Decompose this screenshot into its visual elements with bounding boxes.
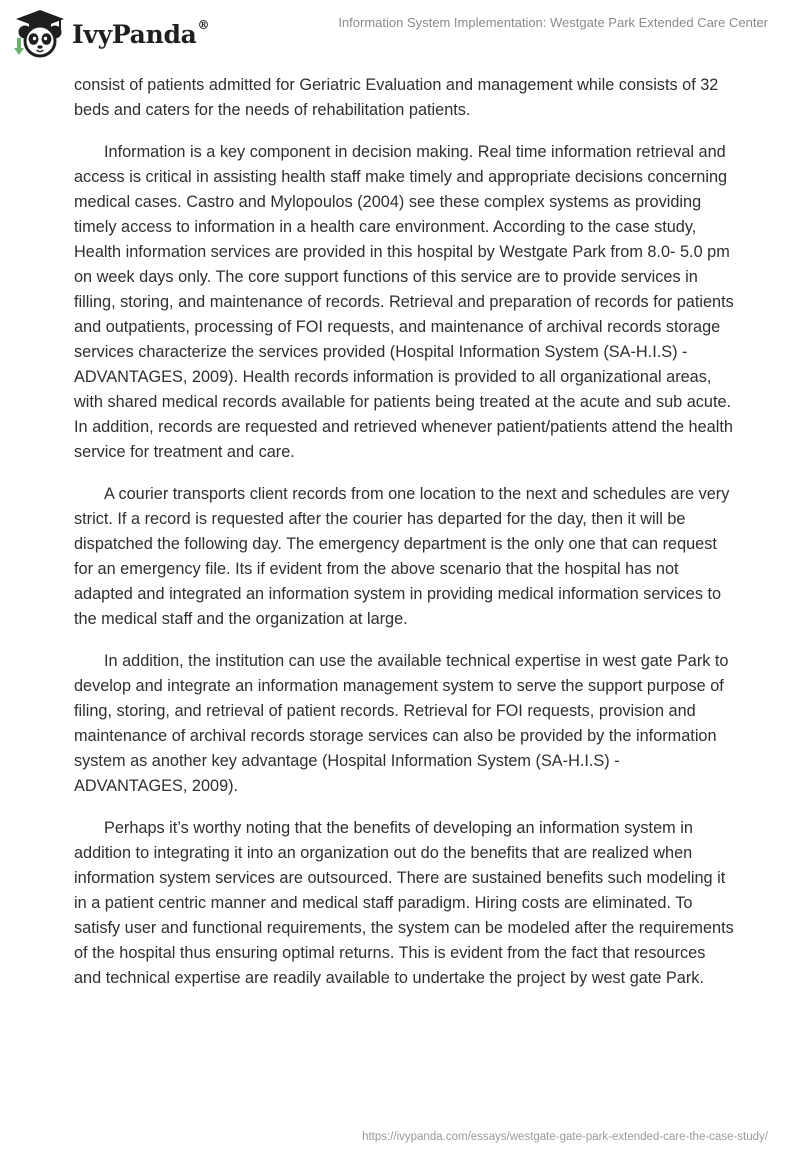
paragraph: consist of patients admitted for Geriatric Evaluation and management while consists of 32 beds and caters for the needs of rehabilitation patients. xyxy=(74,76,719,119)
page-header xyxy=(0,0,800,64)
ivypanda-logo[interactable] xyxy=(14,8,209,58)
brand-name xyxy=(72,20,209,49)
paragraph: Information is a key component in decision making. Real time information retrieval and access is critical in assisting health staff make timely and appropriate decisions concerning medical cases. Castro and Mylopoulos (2004) see these complex systems as providing timely access to information in a health care environment. According to the case study, Health information services are provided in this hospital by Westgate Park from 8.0- 5.0 pm on week days only. The core support functions of this service are to provide services in filling, storing, and maintenance of records. Retrieval and preparation of records for patients and outpatients, processing of FOI requests, and maintenance of archival records storage services characterize the services provided (Hospital Information System (SA-H.I.S) - ADVANTAGES, 2009). Health records information is provided to all organizational areas, with shared medical records available for patients being treated at the acute and sub acute. In addition, records are requested and retrieved whenever patient/patients attend the health service for treatment and care. xyxy=(74,143,734,461)
paragraph: Perhaps it’s worthy noting that the benefits of developing an information system in addition to integrating it into an organization out do the benefits that are realized when information system services are outsourced. There are sustained benefits such modeling it in a patient centric manner and medical staff paradigm. Hiring costs are eliminated. To satisfy user and functional requirements, the system can be modeled after the requirements of the hospital thus ensuring optimal returns. This is evident from the fact that resources and technical expertise are readily available to undertake the project by west gate Park. xyxy=(74,819,734,987)
essay-body xyxy=(74,73,734,1008)
source-url[interactable]: https://ivypanda.com/essays/westgate-gate-park-extended-care-the-case-study/ xyxy=(362,1131,768,1143)
panda-graduate-icon xyxy=(14,8,66,58)
registered-mark: ® xyxy=(197,18,210,33)
document-title: Information System Implementation: Westgate Park Extended Care Center xyxy=(338,15,768,30)
paragraph: A courier transports client records from one location to the next and schedules are very strict. If a record is requested after the courier has departed for the day, then it will be dispatched the following day. The emergency department is the only one that can request for an emergency file. Its if evident from the above scenario that the hospital has not adapted and integrated an information system in providing medical information services to the medical staff and the organization at large. xyxy=(74,485,730,628)
paragraph: In addition, the institution can use the available technical expertise in west gate Park to develop and integrate an information management system to serve the support purpose of filing, storing, and retrieval of patient records. Retrieval for FOI requests, provision and maintenance of archival records storage services can also be provided by the information system as another key advantage (Hospital Information System (SA-H.I.S) - ADVANTAGES, 2009). xyxy=(74,652,729,795)
brand-name-text: IvyPanda xyxy=(72,19,197,49)
